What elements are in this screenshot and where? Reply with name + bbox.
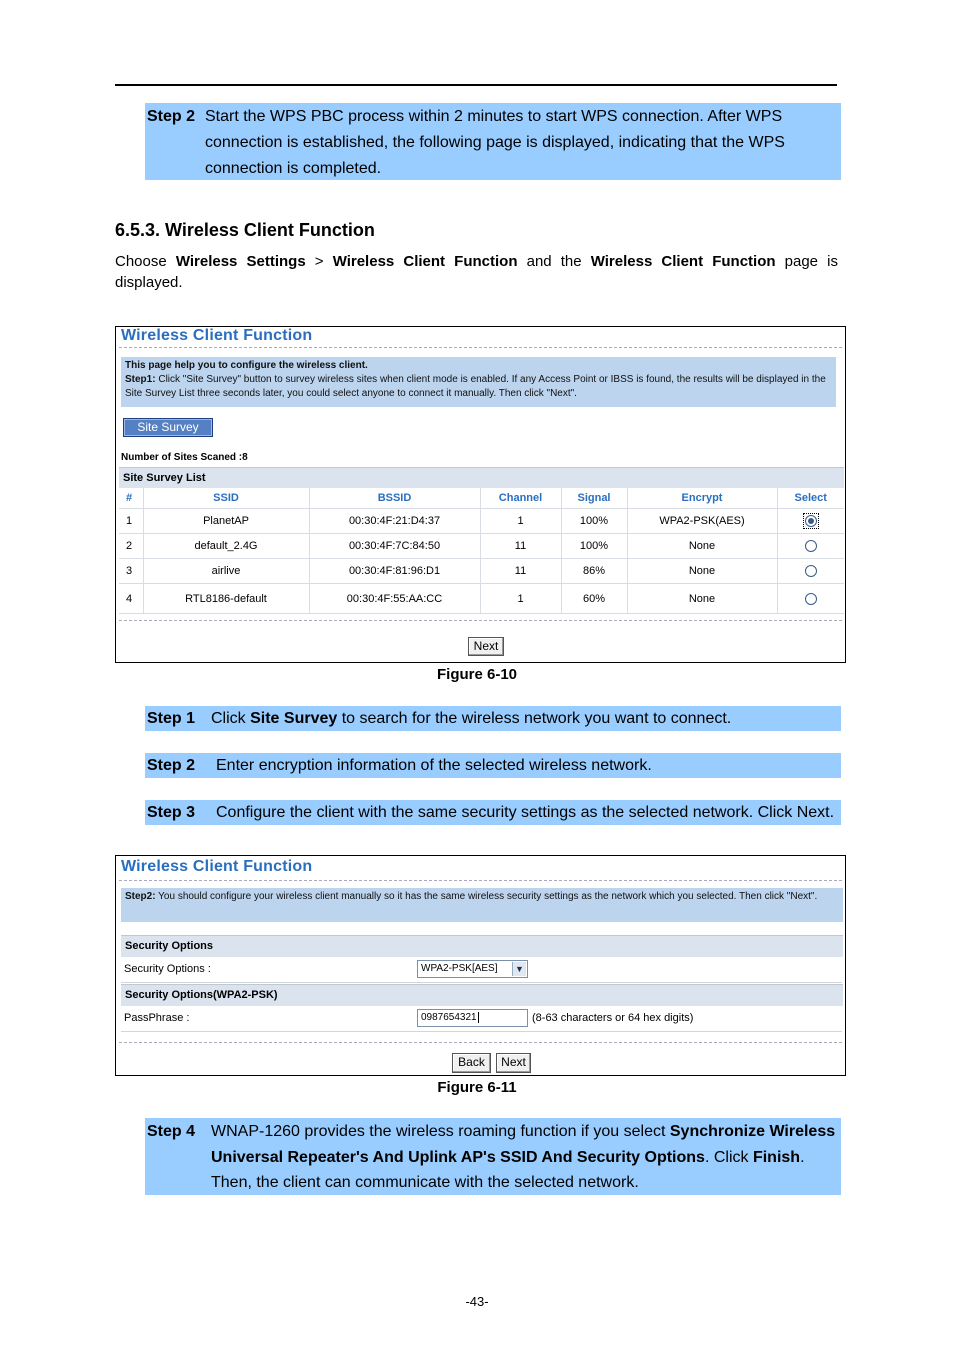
- step-text-line2: [211, 1145, 805, 1171]
- cell-signal: 100%: [561, 534, 627, 559]
- wireless-client-screenshot-1: [115, 326, 846, 663]
- step-text-pre: Click: [211, 710, 251, 727]
- step-text-bold: Finish: [752, 1149, 801, 1166]
- step-text: Configure the client with the same security settings as the selected network. Click Next.: [216, 804, 835, 821]
- cell-ssid: RTL8186-default: [143, 584, 309, 614]
- page-number: -43-: [465, 1294, 489, 1309]
- intro-text: and the: [517, 253, 591, 270]
- cell-ssid: airlive: [143, 559, 309, 584]
- info-step-label: Step1:: [125, 374, 156, 385]
- cell-signal: 86%: [561, 559, 627, 584]
- col-header: SSID: [143, 488, 309, 509]
- cell-select: [777, 584, 844, 614]
- cell-bssid: 00:30:4F:7C:84:50: [309, 534, 480, 559]
- site-survey-table: [119, 488, 844, 614]
- passphrase-hint: (8-63 characters or 64 hex digits): [532, 1012, 694, 1024]
- table-row: [119, 509, 844, 534]
- cell-signal: 100%: [561, 509, 627, 534]
- info-text: You should configure your wireless client manually so it has the same wireless security settings as the network which you selected. Then click "Next".: [155, 891, 818, 902]
- cell-select: [777, 534, 844, 559]
- cell-encrypt: None: [627, 559, 777, 584]
- site-survey-list-header: Site Survey List: [119, 467, 844, 488]
- step-box-4: [145, 1118, 841, 1195]
- cell-bssid: 00:30:4F:21:D4:37: [309, 509, 480, 534]
- table-row: [119, 584, 844, 614]
- col-header: #: [119, 488, 143, 509]
- back-button[interactable]: Back: [452, 1053, 491, 1073]
- next-button[interactable]: Next: [496, 1053, 531, 1073]
- cell-encrypt: WPA2-PSK(AES): [627, 509, 777, 534]
- intro-bold: Wireless Client Function: [332, 253, 518, 270]
- step-label: Step 1: [147, 710, 196, 727]
- passphrase-input[interactable]: [417, 1009, 528, 1027]
- info-step-label: Step2:: [125, 891, 156, 902]
- cell-select: [777, 559, 844, 584]
- sites-scanned-count: Number of Sites Scaned :8: [121, 452, 248, 463]
- select-radio[interactable]: [805, 565, 817, 577]
- step-text: Enter encryption information of the selected wireless network.: [216, 757, 652, 774]
- security-options-select[interactable]: [417, 960, 528, 978]
- step-text-post: to search for the wireless network you want to connect.: [337, 710, 732, 727]
- cell-select: [777, 509, 844, 534]
- cell-num: 4: [119, 584, 143, 614]
- intro-bold: Wireless Settings: [175, 253, 306, 270]
- cell-num: 1: [119, 509, 143, 534]
- cell-signal: 60%: [561, 584, 627, 614]
- select-radio[interactable]: [805, 540, 817, 552]
- cell-bssid: 00:30:4F:55:AA:CC: [309, 584, 480, 614]
- cell-channel: 1: [480, 509, 561, 534]
- info-text: Click "Site Survey" button to survey wireless sites when client mode is enabled. If any Access Point or IBSS is found, the results will be displayed in the Site Survey List three seconds later, you could select anyone to connect it manually. Then click "Next".: [125, 374, 826, 399]
- section-intro: [115, 251, 838, 293]
- bottom-divider: [119, 1042, 842, 1043]
- step-box-1: [145, 706, 841, 731]
- cell-encrypt: None: [627, 534, 777, 559]
- security-options-value: WPA2-PSK[AES]: [421, 963, 498, 974]
- figure-caption: Figure 6-11: [437, 1079, 517, 1096]
- col-header: BSSID: [309, 488, 480, 509]
- next-button[interactable]: Next: [468, 637, 504, 656]
- cell-num: 3: [119, 559, 143, 584]
- table-header-row: [119, 488, 844, 509]
- select-radio[interactable]: [805, 515, 817, 527]
- step-text-line1: [211, 1119, 835, 1145]
- panel-title: Wireless Client Function: [121, 858, 313, 875]
- section-heading: 6.5.3. Wireless Client Function: [115, 220, 375, 240]
- step-box-2: [145, 753, 841, 778]
- bottom-divider: [119, 620, 842, 621]
- cell-bssid: 00:30:4F:81:96:D1: [309, 559, 480, 584]
- step-text-bold: Synchronize Wireless: [669, 1123, 836, 1140]
- intro-text: page is displayed.: [115, 253, 838, 291]
- step-text-bold: Universal Repeater's And Uplink AP's SSID And Security Options: [211, 1149, 705, 1166]
- step-text-line3: Then, the client can communicate with the selected network.: [211, 1174, 639, 1191]
- cell-ssid: PlanetAP: [143, 509, 309, 534]
- step-text-pre: WNAP-1260 provides the wireless roaming function if you select: [211, 1123, 670, 1140]
- step-text-line2: connection is established, the following page is displayed, indicating that the WPS: [205, 134, 785, 151]
- col-header: Encrypt: [627, 488, 777, 509]
- security-sub-header: Security Options(WPA2-PSK): [121, 984, 843, 1006]
- cell-num: 2: [119, 534, 143, 559]
- col-header: Channel: [480, 488, 561, 509]
- info-box: [121, 888, 843, 922]
- select-radio[interactable]: [805, 593, 817, 605]
- step-text-post: .: [800, 1149, 805, 1166]
- step-box-3: [145, 800, 841, 825]
- step-text-line1: Start the WPS PBC process within 2 minutes to start WPS connection. After WPS: [205, 108, 783, 125]
- panel-title: Wireless Client Function: [121, 327, 313, 344]
- step-label: Step 2: [147, 108, 196, 125]
- step-label: Step 2: [147, 757, 196, 774]
- security-options-label: Security Options :: [124, 963, 211, 975]
- title-divider: [119, 880, 842, 881]
- step-text: [211, 706, 731, 732]
- cell-channel: 11: [480, 534, 561, 559]
- text-cursor: [478, 1012, 479, 1023]
- security-options-row: [121, 957, 842, 983]
- passphrase-row: [121, 1006, 842, 1032]
- passphrase-label: PassPhrase :: [124, 1012, 190, 1024]
- cell-channel: 1: [480, 584, 561, 614]
- cell-channel: 11: [480, 559, 561, 584]
- table-row: [119, 559, 844, 584]
- cell-ssid: default_2.4G: [143, 534, 309, 559]
- step-label: Step 3: [147, 804, 196, 821]
- step-text-bold: Site Survey: [250, 710, 338, 727]
- step-box-top: [145, 103, 841, 180]
- security-options-header: Security Options: [121, 935, 843, 957]
- wireless-client-screenshot-2: [115, 855, 846, 1076]
- info-heading: This page help you to configure the wireless client.: [125, 360, 368, 371]
- title-divider: [119, 347, 842, 348]
- col-header: Signal: [561, 488, 627, 509]
- radio-focus: [803, 513, 819, 529]
- cell-encrypt: None: [627, 584, 777, 614]
- intro-text: >: [305, 253, 333, 270]
- header-rule: [115, 84, 837, 86]
- info-box: [121, 357, 836, 407]
- intro-text: Choose: [115, 253, 176, 270]
- step-label: Step 4: [147, 1123, 196, 1140]
- step-text-mid: . Click: [704, 1149, 753, 1166]
- col-header: Select: [777, 488, 844, 509]
- figure-caption: Figure 6-10: [436, 666, 518, 683]
- table-row: [119, 534, 844, 559]
- site-survey-button[interactable]: Site Survey: [123, 418, 213, 437]
- passphrase-value: 0987654321: [421, 1012, 477, 1023]
- step-text-line3: connection is completed.: [205, 160, 382, 177]
- chevron-down-icon: ▼: [512, 962, 526, 976]
- intro-bold: Wireless Client Function: [590, 253, 776, 270]
